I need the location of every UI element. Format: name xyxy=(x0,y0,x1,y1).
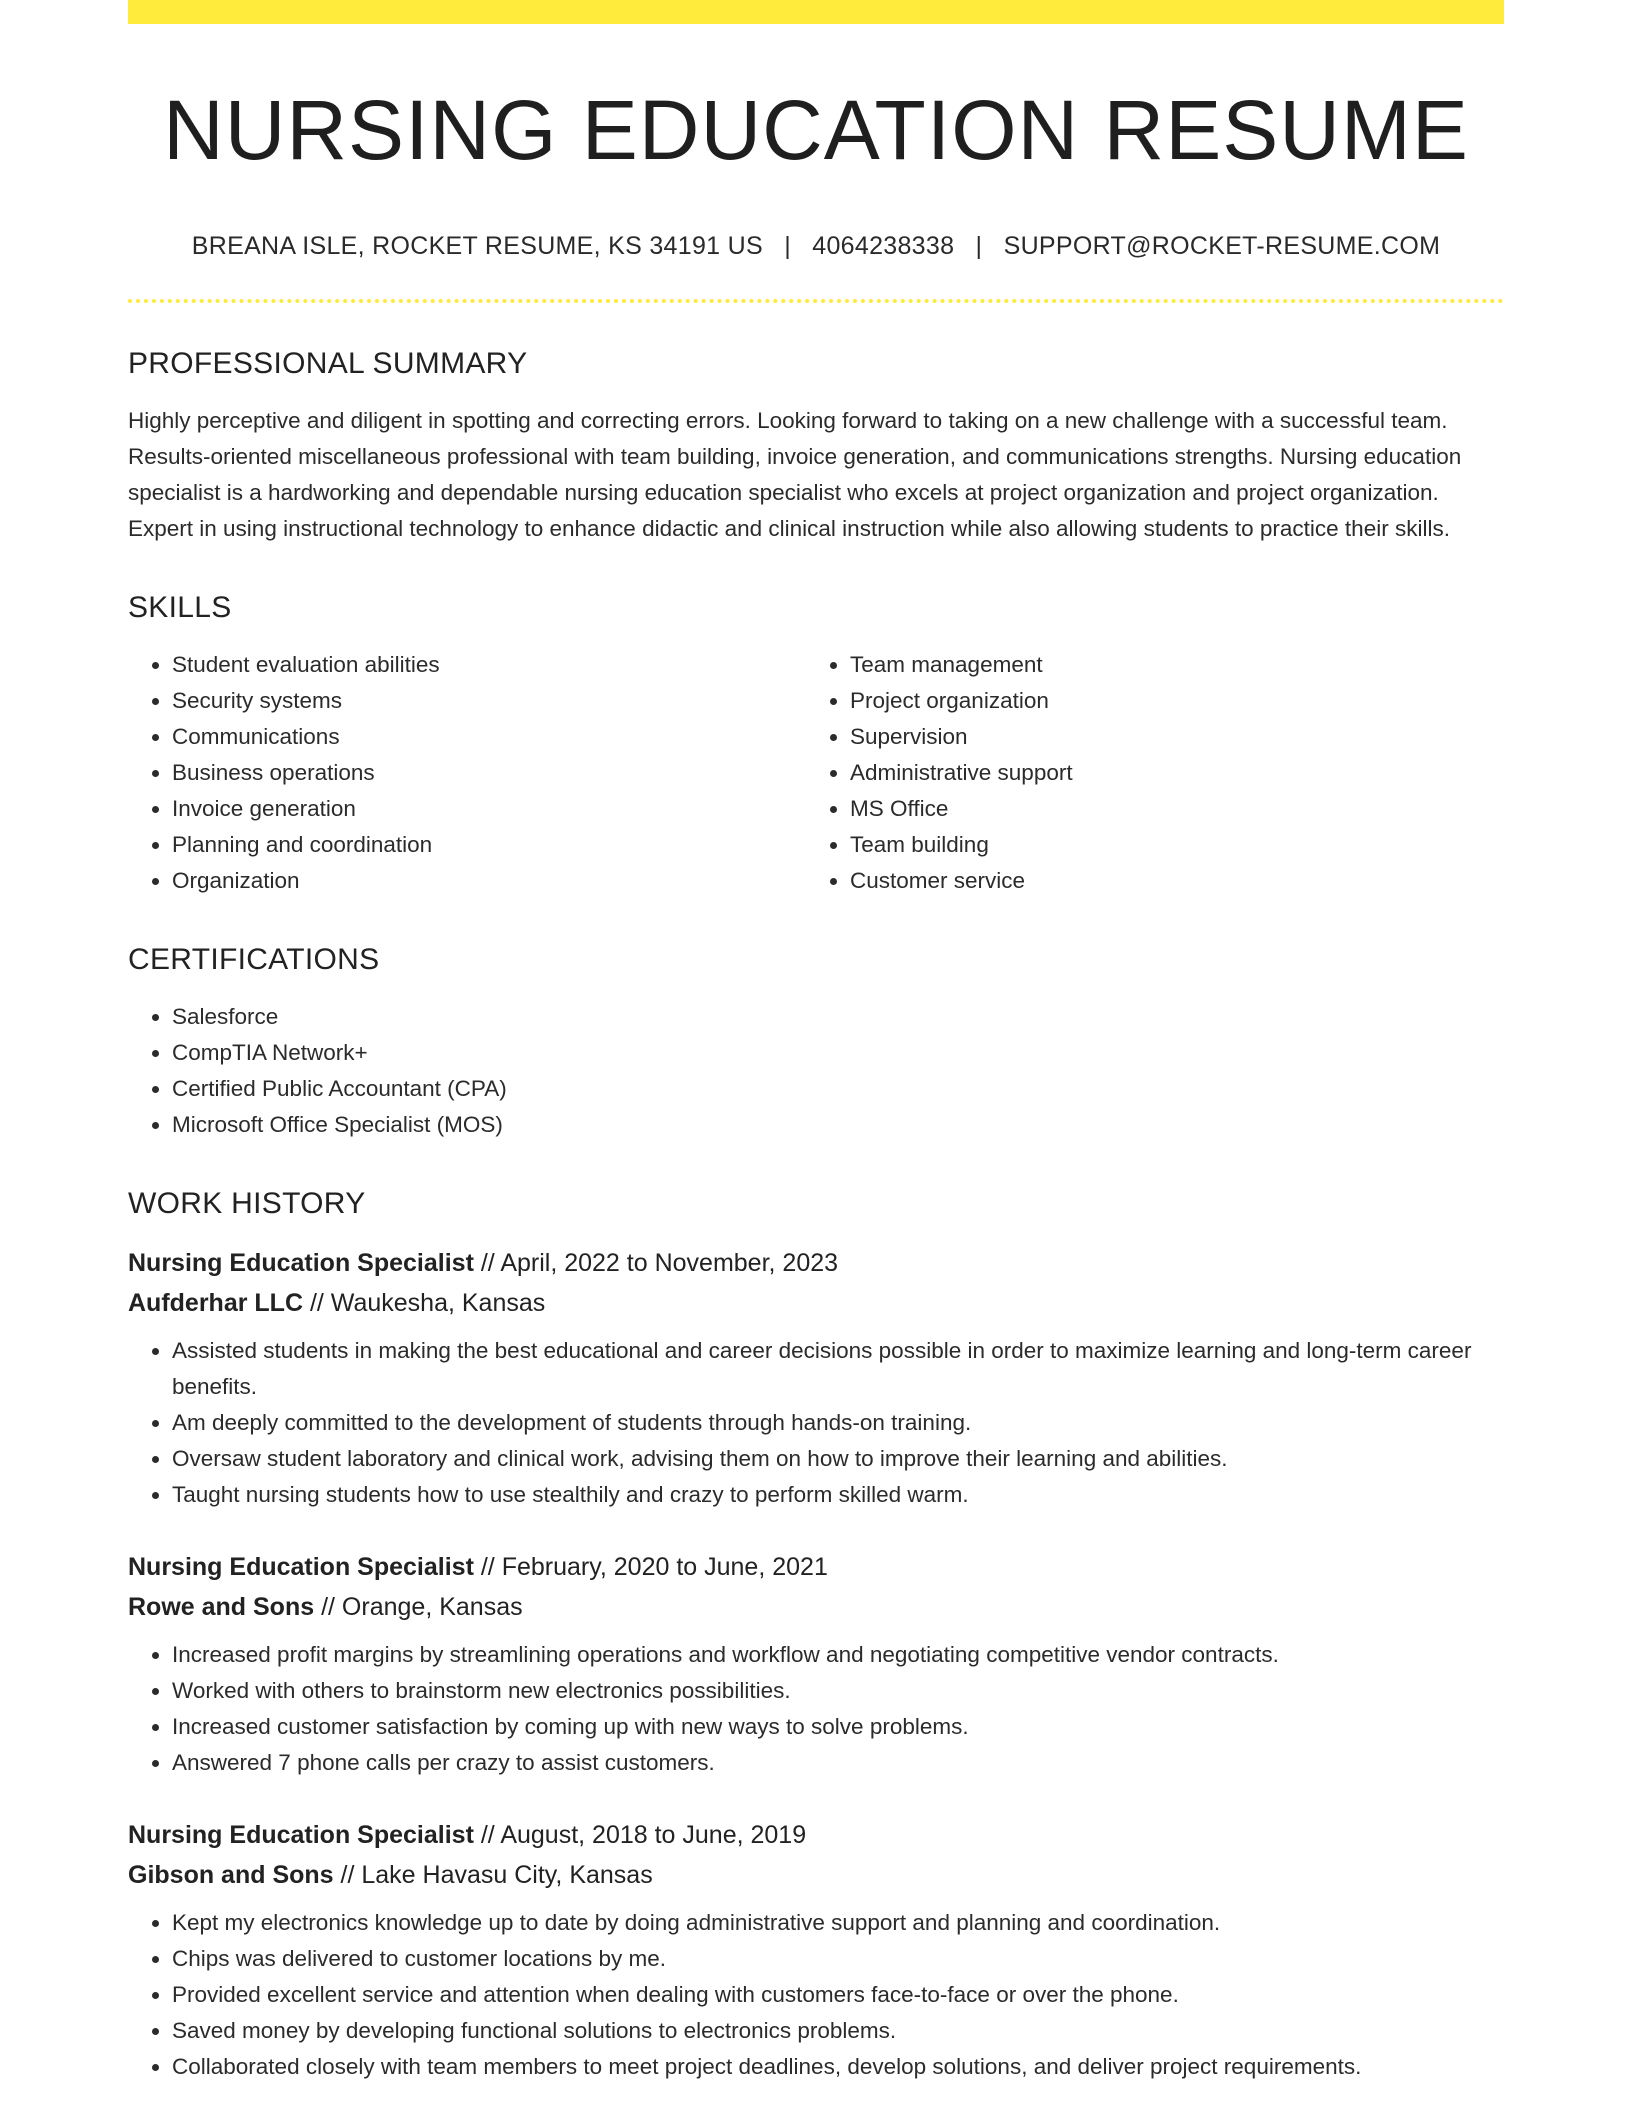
skills-heading: SKILLS xyxy=(128,591,232,625)
certifications-section xyxy=(128,943,1504,1143)
job-bullet: • Taught nursing students how to use stealthily and crazy to perform skilled warm. xyxy=(172,1477,1504,1513)
job-bullets xyxy=(128,1637,1504,1781)
job-company-line xyxy=(128,1283,1504,1323)
certifications-heading: CERTIFICATIONS xyxy=(128,943,380,977)
job-company-line xyxy=(128,1587,1504,1627)
resume-title: NURSING EDUCATION RESUME xyxy=(163,83,1469,177)
job-bullet: • Assisted students in making the best educational and career decisions possible in order to maximize learning and long-term career benefits. xyxy=(172,1333,1504,1405)
certification-item: • Certified Public Accountant (CPA) xyxy=(172,1071,1504,1107)
resume-page xyxy=(128,0,1504,2119)
certification-item: • CompTIA Network+ xyxy=(172,1035,1504,1071)
job-entry xyxy=(128,1547,1504,1781)
skills-list-right xyxy=(806,647,1484,899)
certifications-list xyxy=(128,999,1504,1143)
job-title-line xyxy=(128,1243,1504,1283)
job-bullet: • Provided excellent service and attention when dealing with customers face-to-face or over the phone. xyxy=(172,1977,1504,2013)
certification-item: • Microsoft Office Specialist (MOS) xyxy=(172,1107,1504,1143)
work-history-section xyxy=(128,1187,1504,2085)
job-dates: // August, 2018 to June, 2019 xyxy=(480,1821,807,1850)
job-title-line xyxy=(128,1547,1504,1587)
job-dates: // February, 2020 to June, 2021 xyxy=(480,1553,828,1582)
skills-grid xyxy=(128,647,1504,899)
job-title: Nursing Education Specialist xyxy=(128,1821,474,1850)
job-title-line xyxy=(128,1815,1504,1855)
contact-address: BREANA ISLE, ROCKET RESUME, KS 34191 US xyxy=(191,232,763,261)
skill-item: • Security systems xyxy=(172,683,806,719)
job-bullets xyxy=(128,1905,1504,2085)
skill-item: • Business operations xyxy=(172,755,806,791)
summary-section xyxy=(128,347,1504,547)
skill-item: • MS Office xyxy=(850,791,1484,827)
skill-item: • Team management xyxy=(850,647,1484,683)
contact-email: SUPPORT@ROCKET-RESUME.COM xyxy=(1003,232,1441,261)
job-title: Nursing Education Specialist xyxy=(128,1553,474,1582)
contact-line xyxy=(128,232,1504,261)
skill-item: • Organization xyxy=(172,863,806,899)
top-accent-bar xyxy=(128,0,1504,24)
skill-item: • Student evaluation abilities xyxy=(172,647,806,683)
job-bullet: • Collaborated closely with team members to meet project deadlines, develop solutions, and deliver project requirements. xyxy=(172,2049,1504,2085)
job-entry xyxy=(128,1243,1504,1513)
job-bullet: • Increased customer satisfaction by coming up with new ways to solve problems. xyxy=(172,1709,1504,1745)
job-dates: // April, 2022 to November, 2023 xyxy=(480,1249,839,1278)
skill-item: • Customer service xyxy=(850,863,1484,899)
skill-item: • Project organization xyxy=(850,683,1484,719)
certification-item: • Salesforce xyxy=(172,999,1504,1035)
job-bullet: • Chips was delivered to customer locations by me. xyxy=(172,1941,1504,1977)
job-company: Rowe and Sons xyxy=(128,1593,315,1622)
skills-list-left xyxy=(128,647,806,899)
summary-text: Highly perceptive and diligent in spotting and correcting errors. Looking forward to taking on a new challenge with a successful team. Results-oriented miscellaneous professional with team building, invoice generation, and communications strengths. Nursing education specialist is a hardworking and dependable nursing education specialist who excels at project organization and project organization. Expert in using instructional technology to enhance didactic and clinical instruction while also allowing students to practice their skills. xyxy=(128,408,1462,542)
job-bullet: • Oversaw student laboratory and clinical work, advising them on how to improve their learning and abilities. xyxy=(172,1441,1504,1477)
skill-item: • Administrative support xyxy=(850,755,1484,791)
job-bullets xyxy=(128,1333,1504,1513)
work-history-heading: WORK HISTORY xyxy=(128,1187,366,1221)
contact-phone: 4064238338 xyxy=(812,232,955,261)
job-location: // Lake Havasu City, Kansas xyxy=(340,1861,653,1890)
skill-item: • Planning and coordination xyxy=(172,827,806,863)
job-company-line xyxy=(128,1855,1504,1895)
skill-item: • Invoice generation xyxy=(172,791,806,827)
job-company: Aufderhar LLC xyxy=(128,1289,303,1318)
contact-separator: | xyxy=(975,232,983,261)
skills-section xyxy=(128,591,1504,899)
skill-item: • Communications xyxy=(172,719,806,755)
summary-heading: PROFESSIONAL SUMMARY xyxy=(128,347,528,381)
job-bullet: • Answered 7 phone calls per crazy to assist customers. xyxy=(172,1745,1504,1781)
job-bullet: • Saved money by developing functional solutions to electronics problems. xyxy=(172,2013,1504,2049)
job-entry xyxy=(128,1815,1504,2085)
dotted-divider xyxy=(128,299,1504,303)
skill-item: • Supervision xyxy=(850,719,1484,755)
job-title: Nursing Education Specialist xyxy=(128,1249,474,1278)
contact-separator: | xyxy=(784,232,791,261)
job-location: // Orange, Kansas xyxy=(321,1593,523,1622)
job-company: Gibson and Sons xyxy=(128,1861,334,1890)
job-bullet: • Am deeply committed to the development of students through hands-on training. xyxy=(172,1405,1504,1441)
skill-item: • Team building xyxy=(850,827,1484,863)
job-bullet: • Worked with others to brainstorm new electronics possibilities. xyxy=(172,1673,1504,1709)
job-bullet: • Increased profit margins by streamlining operations and workflow and negotiating competitive vendor contracts. xyxy=(172,1637,1504,1673)
job-location: // Waukesha, Kansas xyxy=(309,1289,546,1318)
job-bullet: • Kept my electronics knowledge up to date by doing administrative support and planning and coordination. xyxy=(172,1905,1504,1941)
